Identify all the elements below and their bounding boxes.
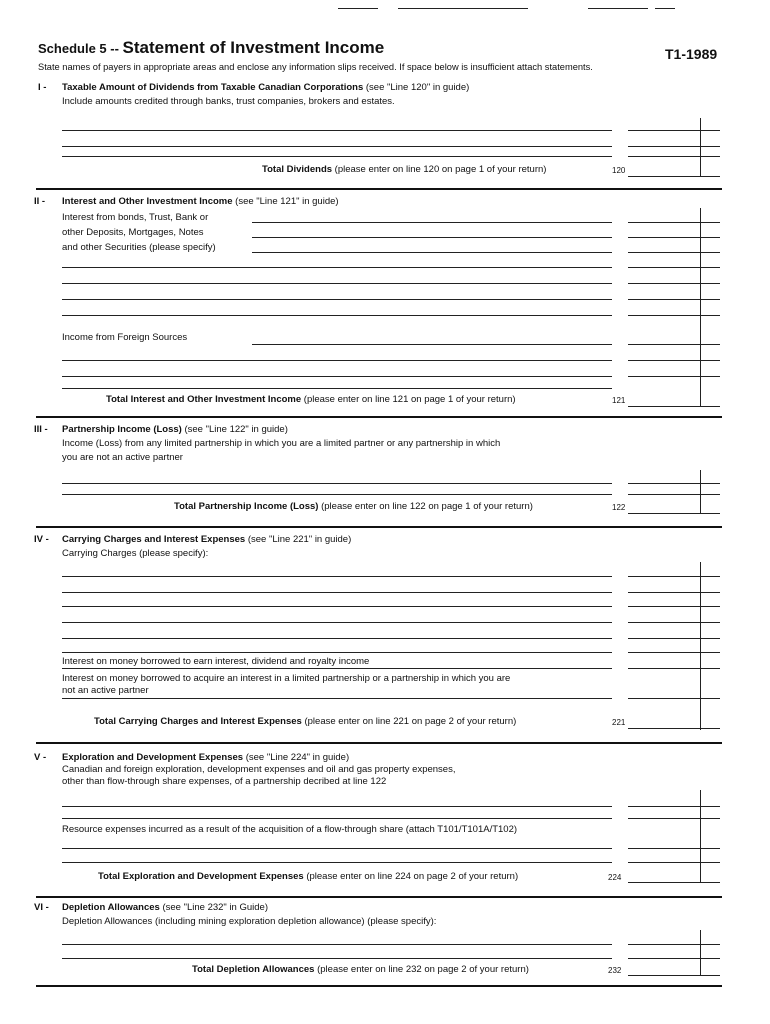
section-divider	[36, 416, 722, 418]
section2-desc3: and other Securities (please specify)	[62, 242, 216, 253]
entry-line[interactable]	[62, 638, 612, 639]
section-divider	[36, 896, 722, 898]
section3-desc1: Income (Loss) from any limited partnership in which you are a limited partner or any partnership in which	[62, 438, 501, 449]
section2-num: II -	[34, 196, 46, 207]
section4-title: Carrying Charges and Interest Expenses	[62, 534, 246, 545]
section6-guide: (see "Line 232" in Guide)	[162, 902, 268, 913]
section2-heading	[62, 196, 339, 207]
amount-line[interactable]	[628, 592, 720, 593]
amount-line[interactable]	[628, 944, 720, 945]
section3-guide: (see "Line 122" in guide)	[184, 424, 288, 435]
section2-title: Interest and Other Investment Income	[62, 196, 233, 207]
section3-num: III -	[34, 424, 48, 435]
section6-desc: Depletion Allowances (including mining exploration depletion allowance) (please specify):	[62, 916, 437, 927]
entry-line[interactable]	[62, 818, 612, 819]
amount-line[interactable]	[628, 958, 720, 959]
section6-total-note: (please enter on line 232 on page 2 of your return)	[317, 964, 529, 975]
amount-line[interactable]	[628, 146, 720, 147]
entry-line[interactable]	[62, 806, 612, 807]
section4-desc: Carrying Charges (please specify):	[62, 548, 209, 559]
section1-total-label: Total Dividends	[262, 164, 333, 175]
entry-line[interactable]	[62, 283, 612, 284]
schedule-label: Schedule 5 --	[38, 41, 119, 56]
line-number-221: 221	[612, 718, 626, 727]
section2-desc1: Interest from bonds, Trust, Bank or	[62, 212, 209, 223]
amount-line[interactable]	[628, 818, 720, 819]
section2-total-note: (please enter on line 121 on page 1 of your return)	[303, 394, 516, 405]
amount-line[interactable]	[628, 638, 720, 639]
entry-line[interactable]	[62, 622, 612, 623]
amount-line[interactable]	[628, 130, 720, 131]
section3-total-label: Total Partnership Income (Loss)	[174, 501, 319, 512]
section4-guide: (see "Line 221" in guide)	[247, 534, 352, 545]
section3-heading	[62, 424, 288, 435]
amount-line[interactable]	[628, 606, 720, 607]
resource-expenses-label: Resource expenses incurred as a result of the acquisition of a flow-through share (attach T101/T101A/T102)	[62, 824, 518, 835]
section5-guide: (see "Line 224" in guide)	[245, 752, 350, 763]
section3-total	[174, 501, 533, 512]
section6-total-label: Total Depletion Allowances	[192, 964, 315, 975]
amount-line[interactable]	[628, 862, 720, 863]
form-id: T1-1989	[665, 46, 718, 62]
amount-line[interactable]	[628, 237, 720, 238]
entry-line[interactable]	[62, 156, 612, 157]
amount-line[interactable]	[628, 376, 720, 377]
entry-line[interactable]	[62, 698, 612, 699]
line-number-120: 120	[612, 166, 626, 175]
entry-line[interactable]	[62, 483, 612, 484]
total-interest-field[interactable]	[628, 406, 720, 407]
entry-line[interactable]	[62, 862, 612, 863]
line-number-224: 224	[608, 873, 622, 882]
line-number-121: 121	[612, 396, 626, 405]
entry-line[interactable]	[62, 592, 612, 593]
section5-title: Exploration and Development Expenses	[62, 752, 244, 763]
entry-line[interactable]	[62, 494, 612, 495]
section5-total	[98, 871, 518, 882]
foreign-income-label: Income from Foreign Sources	[62, 332, 188, 343]
section5-total-note: (please enter on line 224 on page 2 of your return)	[306, 871, 519, 882]
entry-line[interactable]	[62, 315, 612, 316]
entry-line[interactable]	[62, 360, 612, 361]
amount-line[interactable]	[628, 652, 720, 653]
amount-line[interactable]	[628, 344, 720, 345]
section5-desc1: Canadian and foreign exploration, development expenses and oil and gas property expenses,	[62, 764, 456, 775]
section2-desc2: other Deposits, Mortgages, Notes	[62, 227, 204, 238]
interest-earn-label: Interest on money borrowed to earn interest, dividend and royalty income	[62, 656, 370, 667]
entry-line[interactable]	[252, 344, 612, 345]
amount-line[interactable]	[628, 222, 720, 223]
total-dividends-field[interactable]	[628, 176, 720, 177]
section6-title: Depletion Allowances	[62, 902, 160, 913]
amount-line[interactable]	[628, 668, 720, 669]
section5-heading	[62, 752, 349, 763]
entry-line[interactable]	[62, 848, 612, 849]
section1-desc: Include amounts credited through banks, trust companies, brokers and estates.	[62, 96, 395, 107]
section3-desc2: you are not an active partner	[62, 452, 183, 463]
section6-total	[192, 964, 529, 975]
entry-line[interactable]	[62, 958, 612, 959]
amount-line[interactable]	[628, 315, 720, 316]
amount-line[interactable]	[628, 622, 720, 623]
amount-line[interactable]	[628, 848, 720, 849]
section-divider	[36, 742, 722, 744]
schedule-heading	[38, 38, 384, 58]
total-exploration-field[interactable]	[628, 882, 720, 883]
section5-desc2: other than flow-through share expenses, of a partnership decribed at line 122	[62, 776, 387, 787]
interest-partnership-label-2: not an active partner	[62, 685, 149, 696]
section-divider	[36, 188, 722, 190]
entry-line[interactable]	[62, 652, 612, 653]
entry-line[interactable]	[62, 130, 612, 131]
line-number-122: 122	[612, 503, 626, 512]
section-divider	[36, 526, 722, 528]
section2-total	[106, 394, 516, 405]
entry-line[interactable]	[252, 252, 612, 253]
entry-line[interactable]	[62, 606, 612, 607]
amount-line[interactable]	[628, 494, 720, 495]
amount-line[interactable]	[628, 156, 720, 157]
section1-title: Taxable Amount of Dividends from Taxable Canadian Corporations	[62, 82, 364, 93]
entry-line[interactable]	[62, 388, 612, 389]
entry-line[interactable]	[252, 222, 612, 223]
amount-line[interactable]	[628, 698, 720, 699]
page-title: Statement of Investment Income	[122, 38, 385, 57]
entry-line[interactable]	[62, 944, 612, 945]
section4-total-label: Total Carrying Charges and Interest Expenses	[94, 716, 302, 727]
amount-line[interactable]	[628, 483, 720, 484]
section1-total	[262, 164, 546, 175]
section1-heading	[62, 82, 469, 93]
entry-line[interactable]	[62, 267, 612, 268]
instructions: State names of payers in appropriate areas and enclose any information slips received. If space below is insufficient attach statements.	[38, 62, 593, 72]
section6-num: VI -	[34, 902, 49, 913]
section1-guide: (see "Line 120" in guide)	[365, 82, 470, 93]
amount-line[interactable]	[628, 299, 720, 300]
line-number-232: 232	[608, 966, 622, 975]
total-depletion-field[interactable]	[628, 975, 720, 976]
section4-num: IV -	[34, 534, 49, 545]
section3-total-note: (please enter on line 122 on page 1 of your return)	[321, 501, 533, 512]
entry-line[interactable]	[62, 146, 612, 147]
section6-heading	[62, 902, 268, 913]
amount-line[interactable]	[628, 360, 720, 361]
section1-total-note: (please enter on line 120 on page 1 of your return)	[334, 164, 547, 175]
total-partnership-field[interactable]	[628, 513, 720, 514]
total-carrying-field[interactable]	[628, 728, 720, 729]
entry-line[interactable]	[62, 299, 612, 300]
page-bottom-rule	[36, 985, 722, 987]
entry-line[interactable]	[62, 376, 612, 377]
section2-total-label: Total Interest and Other Investment Income	[106, 394, 302, 405]
entry-line[interactable]	[62, 576, 612, 577]
interest-partnership-label-1: Interest on money borrowed to acquire an interest in a limited partnership or a partnership in which you are	[62, 673, 511, 684]
amount-line[interactable]	[628, 806, 720, 807]
section1-num: I -	[38, 82, 47, 93]
amount-line[interactable]	[628, 267, 720, 268]
section2-guide: (see "Line 121" in guide)	[235, 196, 339, 207]
section5-total-label: Total Exploration and Development Expenses	[98, 871, 304, 882]
amount-line[interactable]	[628, 283, 720, 284]
section3-title: Partnership Income (Loss)	[62, 424, 182, 435]
entry-line[interactable]	[252, 237, 612, 238]
section4-total	[94, 716, 516, 727]
section5-num: V -	[34, 752, 47, 763]
amount-line[interactable]	[628, 576, 720, 577]
amount-line[interactable]	[628, 252, 720, 253]
section4-heading	[62, 534, 351, 545]
entry-line[interactable]	[62, 668, 612, 669]
section4-total-note: (please enter on line 221 on page 2 of your return)	[304, 716, 517, 727]
